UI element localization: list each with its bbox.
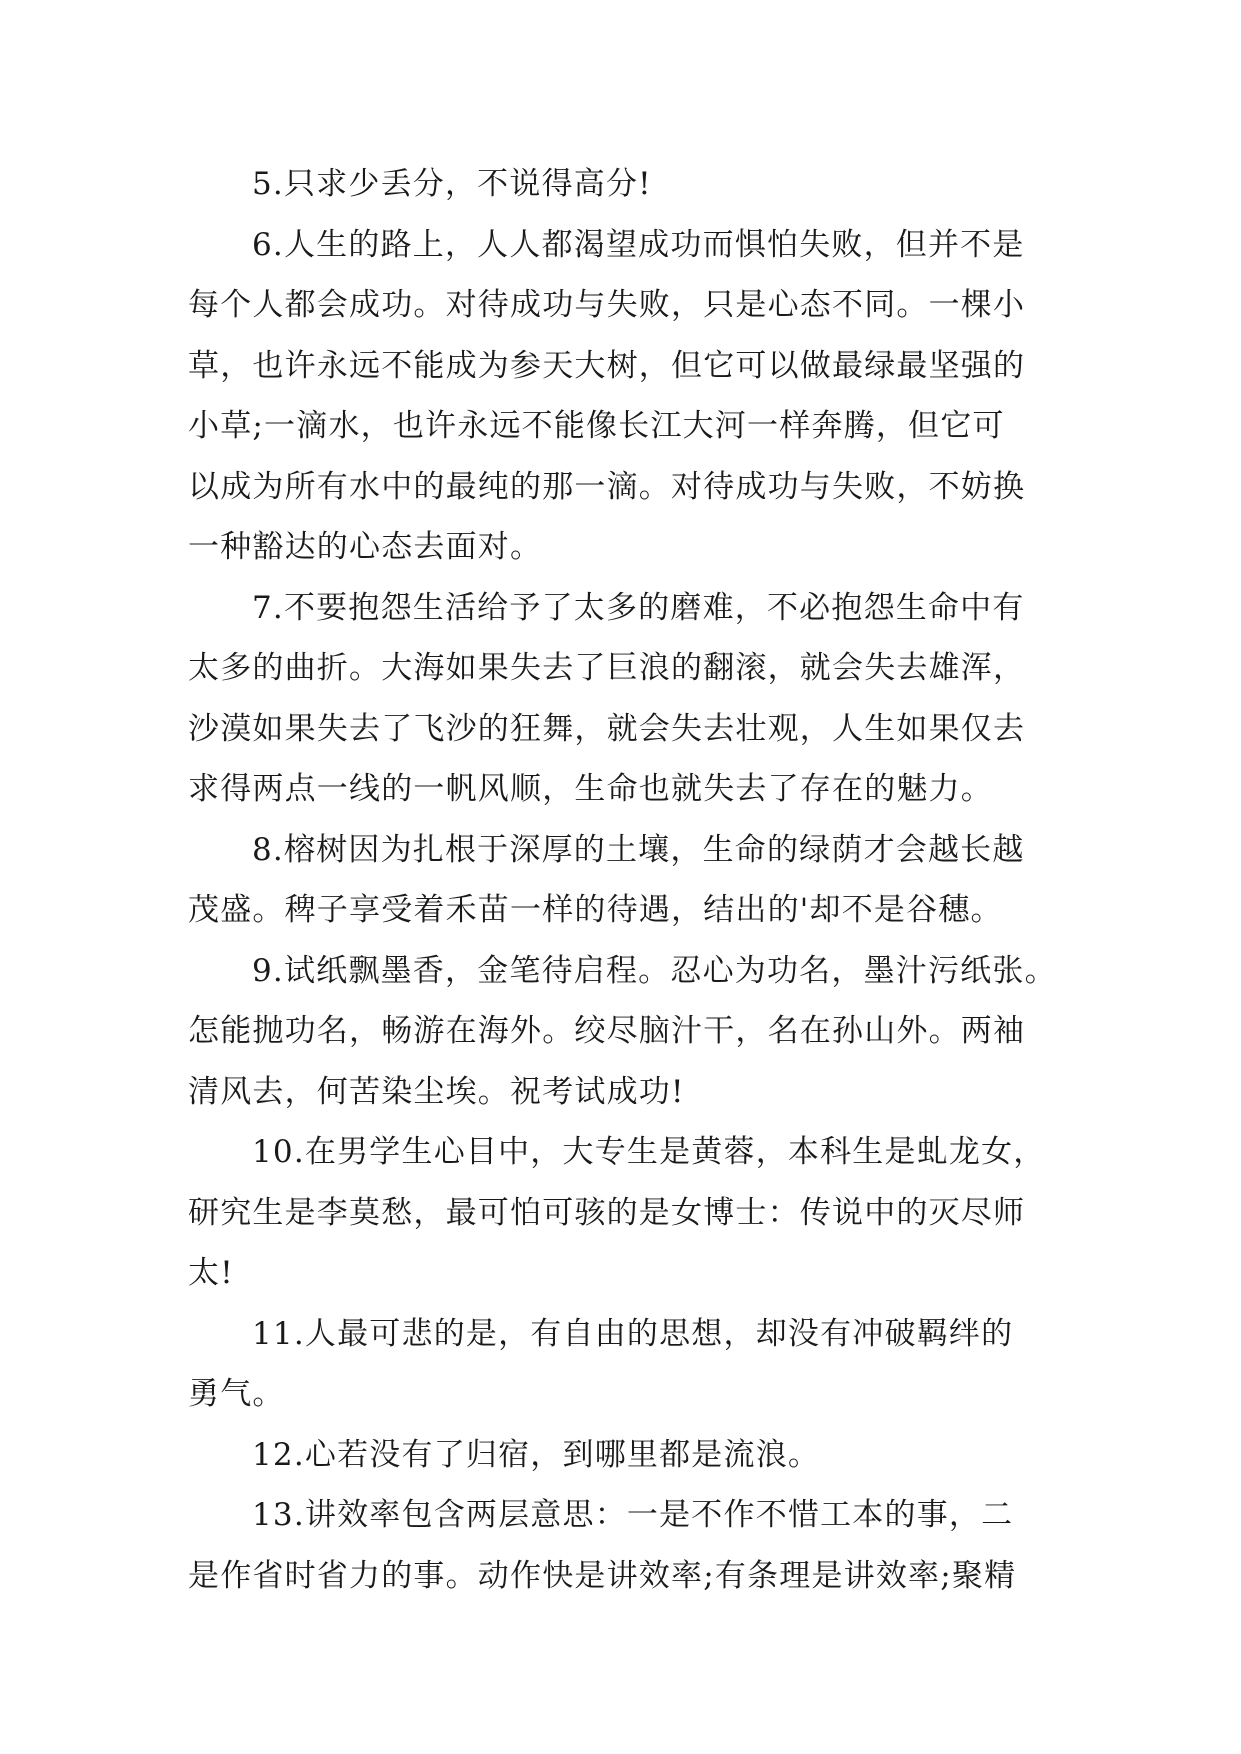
text-line: 10.在男学生心目中，大专生是黄蓉，本科生是虬龙女， (252, 1134, 1046, 1170)
text-line: 一种豁达的心态去面对。 (188, 529, 543, 565)
text-line: 沙漠如果失去了飞沙的狂舞，就会失去壮观，人生如果仅去 (188, 710, 1026, 747)
text-line: 9.试纸飘墨香，金笔待启程。忍心为功名，墨汁污纸张。 (252, 952, 1057, 989)
text-line: 怎能抛功名，畅游在海外。绞尽脑汁干，名在孙山外。两袖 (188, 1013, 1026, 1049)
text-line: 8.榕树因为扎根于深厚的土壤，生命的绿荫才会越长越 (252, 831, 1025, 868)
text-line: 求得两点一线的一帆风顺，生命也就失去了存在的魅力。 (188, 771, 993, 807)
text-line: 11.人最可悲的是，有自由的思想，却没有冲破羁绊的 (252, 1315, 1014, 1352)
text-line: 是作省时省力的事。动作快是讲效率;有条理是讲效率;聚精 (188, 1557, 1017, 1594)
text-line: 勇气。 (188, 1376, 285, 1412)
text-line: 小草;一滴水，也许永远不能像长江大河一样奔腾，但它可 (188, 408, 1005, 444)
text-line: 太! (188, 1255, 234, 1291)
text-line: 草，也许永远不能成为参天大树，但它可以做最绿最坚强的 (188, 347, 1026, 384)
text-line: 7.不要抱怨生活给予了太多的磨难，不必抱怨生命中有 (252, 589, 1025, 626)
document-body (188, 154, 1057, 1606)
text-line: 太多的曲折。大海如果失去了巨浪的翻滚，就会失去雄浑， (188, 650, 1026, 686)
text-line: 以成为所有水中的最纯的那一滴。对待成功与失败，不妨换 (188, 468, 1026, 505)
text-line: 12.心若没有了归宿，到哪里都是流浪。 (252, 1436, 821, 1473)
text-line: 研究生是李莫愁，最可怕可骇的是女博士：传说中的灭尽师 (188, 1194, 1026, 1231)
text-line: 6.人生的路上，人人都渴望成功而惧怕失败，但并不是 (252, 226, 1025, 263)
text-line: 每个人都会成功。对待成功与失败，只是心态不同。一棵小 (188, 287, 1026, 323)
text-line: 13.讲效率包含两层意思：一是不作不惜工本的事，二 (252, 1497, 1014, 1533)
text-line: 茂盛。稗子享受着禾苗一样的待遇，结出的'却不是谷穗。 (188, 892, 1003, 928)
text-line: 5.只求少丢分，不说得高分! (252, 166, 652, 202)
text-line: 清风去，何苦染尘埃。祝考试成功! (188, 1073, 685, 1110)
